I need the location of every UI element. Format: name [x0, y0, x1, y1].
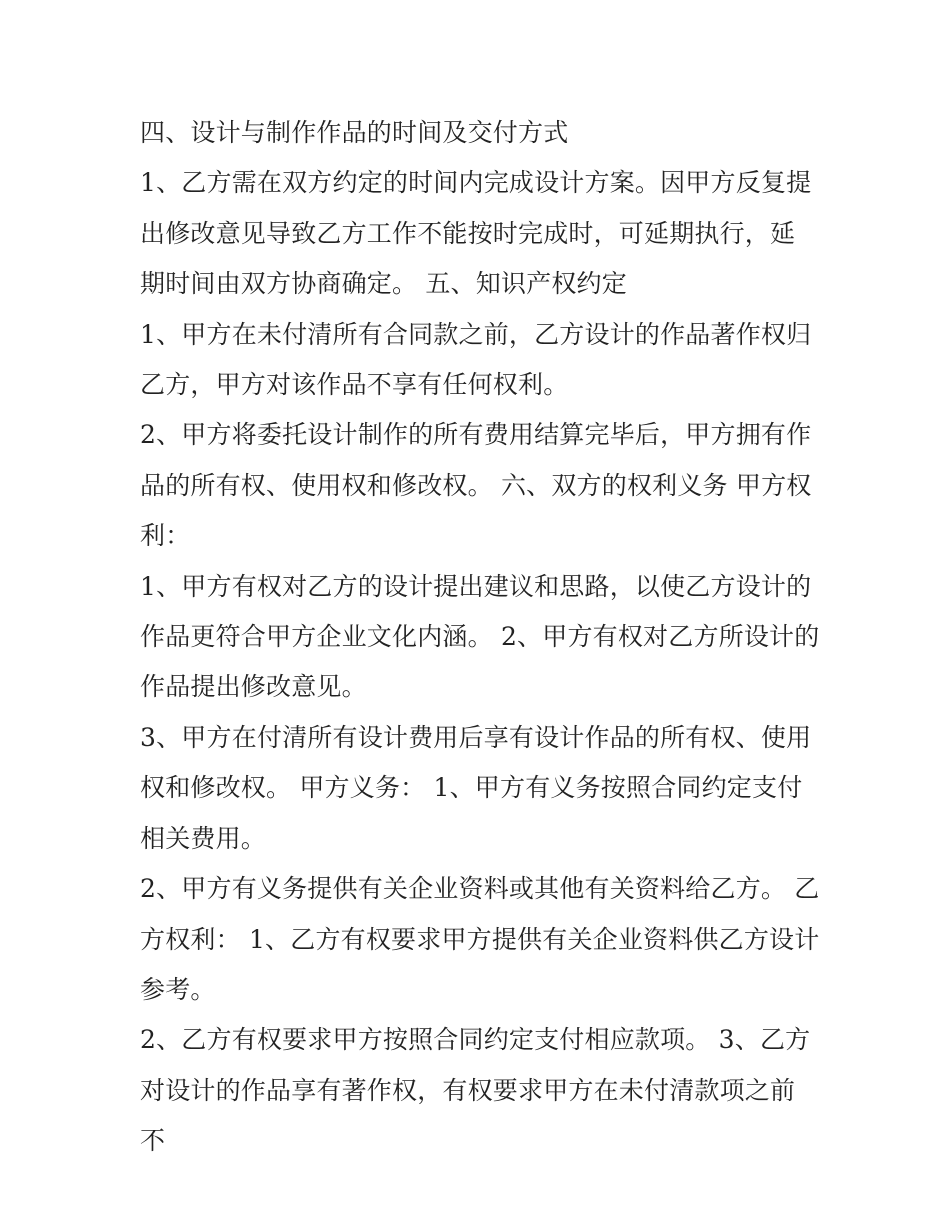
paragraph-copyright-before-payment: 1、甲方在未付清所有合同款之前，乙方设计的作品著作权归乙方，甲方对该作品不享有任何权利。 — [140, 319, 812, 400]
paragraph-party-a-obligations: 3、甲方在付清所有设计费用后享有设计作品的所有权、使用权和修改权。 甲方义务： 1、甲方有义务按照合同约定支付相关费用。 — [140, 722, 812, 853]
paragraph-party-b-payment-copyright: 2、乙方有权要求甲方按照合同约定支付相应款项。 3、乙方对设计的作品享有著作权，有权要求甲方在未付清款项之前不 — [140, 1025, 811, 1156]
paragraph-party-b-rights: 2、甲方有义务提供有关企业资料或其他有关资料给乙方。 乙方权利： 1、乙方有权要求甲方提供有关企业资料供乙方设计参考。 — [140, 874, 820, 1004]
paragraph-ownership-after-payment: 2、甲方将委托设计制作的所有费用结算完毕后，甲方拥有作品的所有权、使用权和修改权。 六、双方的权利义务 甲方权利： — [140, 420, 812, 551]
paragraph-design-deadline: 1、乙方需在双方约定的时间内完成设计方案。因甲方反复提出修改意见导致乙方工作不能按时完成时，可延期执行，延期时间由双方协商确定。 五、知识产权约定 — [140, 168, 812, 299]
document-body — [140, 108, 820, 1167]
paragraph-party-a-rights-suggestions: 1、甲方有权对乙方的设计提出建议和思路，以使乙方设计的作品更符合甲方企业文化内涵。 2、甲方有权对乙方所设计的作品提出修改意见。 — [140, 571, 820, 702]
section-heading-delivery: 四、设计与制作作品的时间及交付方式 — [140, 118, 569, 147]
